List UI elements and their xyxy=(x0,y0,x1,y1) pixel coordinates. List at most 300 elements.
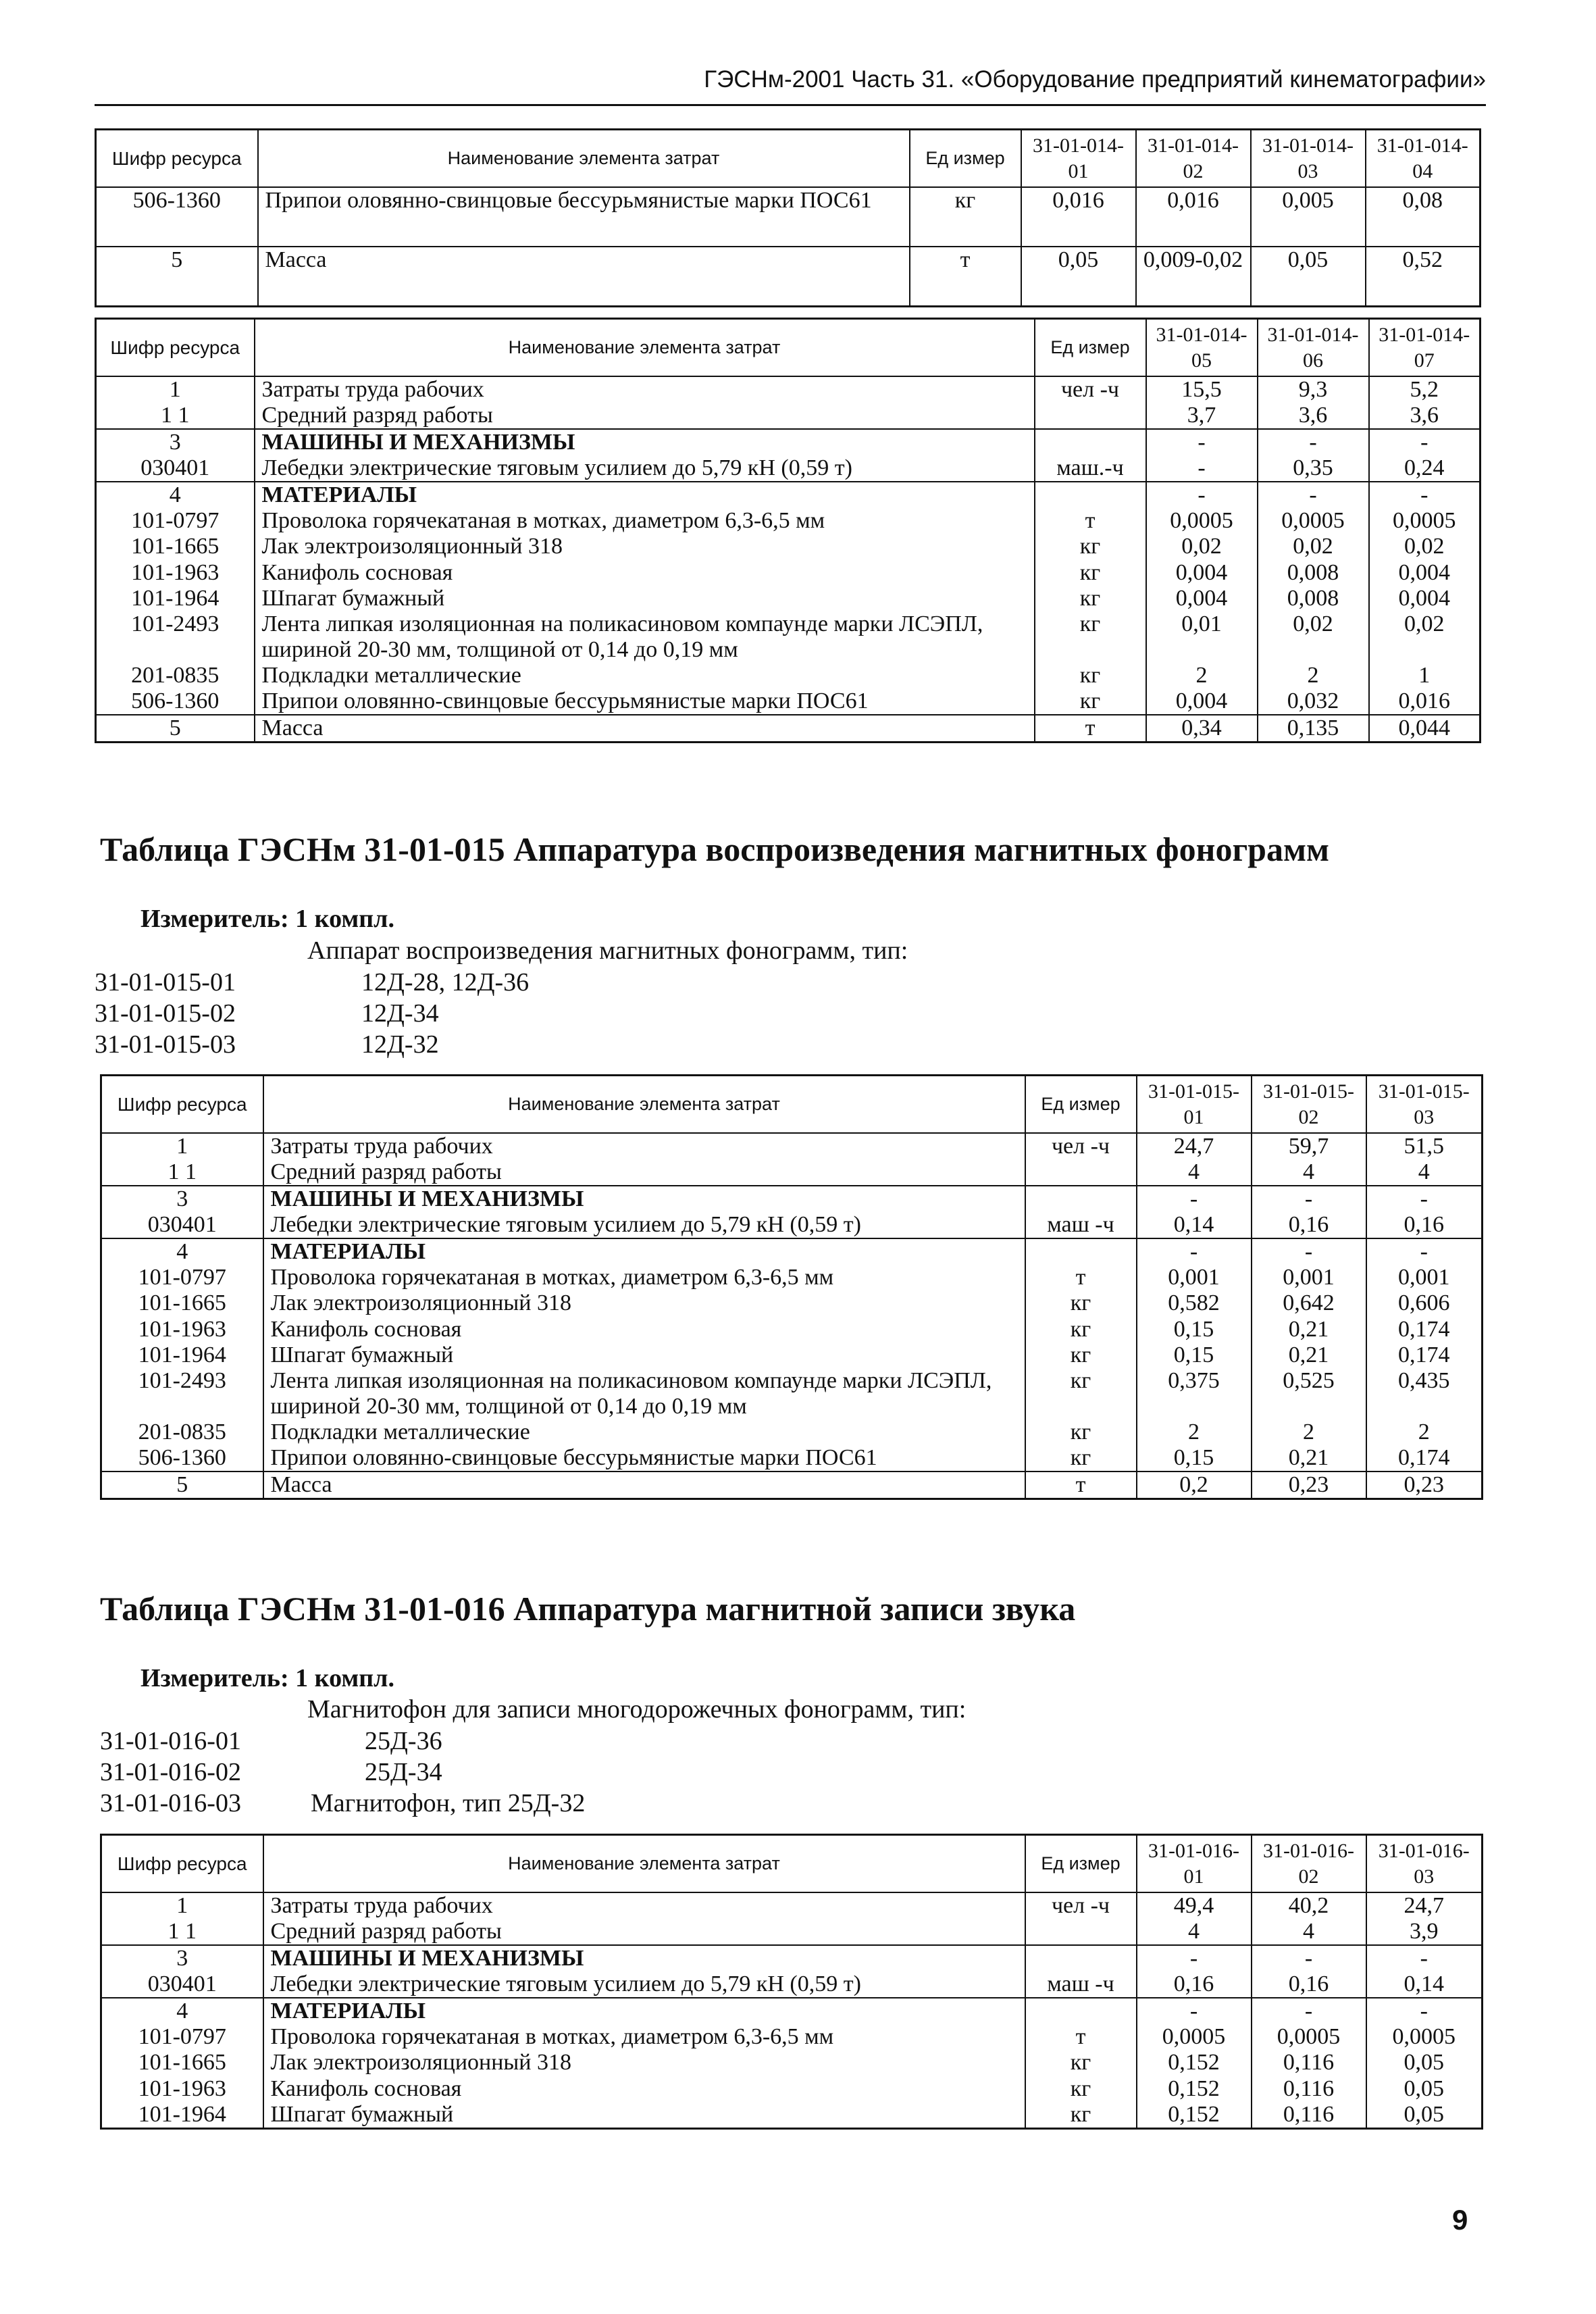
resource-code: 101-1963 xyxy=(101,1317,263,1342)
cost-item-name: Канифоль сосновая xyxy=(263,2076,1025,2102)
unit: чел -ч xyxy=(1025,1892,1137,1919)
resource-code: 4 xyxy=(96,482,255,508)
header-code: Шифр ресурса xyxy=(96,130,258,188)
value: - xyxy=(1137,1945,1252,1971)
value: 0,004 xyxy=(1146,586,1258,611)
value: 0,116 xyxy=(1252,2076,1366,2102)
unit: кг xyxy=(1025,1317,1137,1342)
resource-code: 3 xyxy=(96,429,255,455)
table-row xyxy=(101,1133,1483,1159)
meter-value: 1 компл. xyxy=(295,905,394,933)
equipment-type: Магнитофон, тип 25Д-32 xyxy=(311,1789,586,1817)
table-row xyxy=(96,376,1481,403)
cost-table-015 xyxy=(100,1074,1483,1500)
norm-code: 31-01-015-03 xyxy=(95,1030,236,1059)
value: 51,5 xyxy=(1366,1133,1483,1159)
resource-code: 1 xyxy=(96,376,255,403)
header-col-014-03: 31-01-014-03 xyxy=(1251,130,1366,188)
value: 0,14 xyxy=(1366,1971,1483,1998)
unit xyxy=(1035,482,1146,508)
table-title-015: Таблица ГЭСНм 31-01-015 Аппаратура воспроизведения магнитных фонограмм xyxy=(100,830,1330,868)
resource-code: 1 1 xyxy=(101,1919,263,1945)
cost-item-name: Лента липкая изоляционная на поликасиновом компаунде марки ЛСЭПЛ, шириной 20-30 мм, толщиной от 0,14 до 0,19 мм xyxy=(255,611,1035,663)
cost-table-014-b xyxy=(95,318,1481,743)
value: 0,0005 xyxy=(1252,2024,1366,2050)
norm-code: 31-01-016-01 xyxy=(100,1727,241,1755)
table-row xyxy=(101,1419,1483,1445)
resource-code: 101-1963 xyxy=(96,560,255,586)
table-row xyxy=(96,429,1481,455)
resource-code: 201-0835 xyxy=(101,1419,263,1445)
table-row xyxy=(96,482,1481,508)
value: 1 xyxy=(1369,663,1481,688)
header-unit: Ед измер xyxy=(1035,319,1146,377)
value: 0,14 xyxy=(1137,1212,1252,1238)
value: 0,16 xyxy=(1137,1971,1252,1998)
meter-label: Измеритель: xyxy=(140,1664,289,1692)
table-row xyxy=(96,586,1481,611)
value: - xyxy=(1252,1945,1366,1971)
unit: чел -ч xyxy=(1025,1133,1137,1159)
table-title-016: Таблица ГЭСНм 31-01-016 Аппаратура магнитной записи звука xyxy=(100,1590,1076,1628)
resource-code: 101-0797 xyxy=(101,1265,263,1290)
unit: кг xyxy=(1025,1342,1137,1368)
cost-item-name: Масса xyxy=(263,1472,1025,1499)
value: 0,0005 xyxy=(1137,2024,1252,2050)
unit xyxy=(1025,1998,1137,2024)
value: 0,174 xyxy=(1366,1317,1483,1342)
table-row xyxy=(101,2076,1483,2102)
value: 0,004 xyxy=(1146,560,1258,586)
value: - xyxy=(1252,1238,1366,1265)
unit: кг xyxy=(1035,663,1146,688)
unit xyxy=(1035,429,1146,455)
header-unit: Ед измер xyxy=(910,130,1021,188)
resource-code: 5 xyxy=(101,1472,263,1499)
cost-item-name: Масса xyxy=(258,247,910,306)
value: 0,21 xyxy=(1252,1445,1366,1472)
value: 0,05 xyxy=(1251,247,1366,306)
resource-code: 030401 xyxy=(101,1971,263,1998)
header-code: Шифр ресурса xyxy=(101,1835,263,1893)
meter-label: Измеритель: xyxy=(140,905,289,933)
table-row xyxy=(96,187,1481,247)
resource-code: 506-1360 xyxy=(96,187,258,247)
value: 0,0005 xyxy=(1258,508,1369,534)
cost-item-name: Шпагат бумажный xyxy=(255,586,1035,611)
table-row xyxy=(101,2050,1483,2076)
header-col-014-05: 31-01-014-05 xyxy=(1146,319,1258,377)
value: - xyxy=(1137,1238,1252,1265)
resource-code: 5 xyxy=(96,247,258,306)
section-heading: МАТЕРИАЛЫ xyxy=(263,1998,1025,2024)
resource-code: 506-1360 xyxy=(96,688,255,715)
cost-item-name: Проволока горячекатаная в мотках, диаметром 6,3-6,5 мм xyxy=(263,2024,1025,2050)
header-name: Наименование элемента затрат xyxy=(255,319,1035,377)
header-unit: Ед измер xyxy=(1025,1076,1137,1134)
resource-code: 4 xyxy=(101,1998,263,2024)
value: 0,02 xyxy=(1146,534,1258,559)
header-col-015-02: 31-01-015-02 xyxy=(1252,1076,1366,1134)
cost-item-name: Затраты труда рабочих xyxy=(263,1892,1025,1919)
unit: маш -ч xyxy=(1025,1212,1137,1238)
table-row xyxy=(101,1472,1483,1499)
unit: кг xyxy=(1025,1368,1137,1419)
value: 0,0005 xyxy=(1366,2024,1483,2050)
table-row xyxy=(96,403,1481,429)
value: 3,9 xyxy=(1366,1919,1483,1945)
value: 2 xyxy=(1252,1419,1366,1445)
value: 2 xyxy=(1258,663,1369,688)
table-row xyxy=(101,1186,1483,1212)
value: - xyxy=(1252,1186,1366,1212)
unit: кг xyxy=(1025,2050,1137,2076)
equipment-type: 25Д-36 xyxy=(365,1727,442,1755)
unit: кг xyxy=(1035,586,1146,611)
unit: кг xyxy=(1025,1419,1137,1445)
value: 0,642 xyxy=(1252,1290,1366,1316)
table-row xyxy=(101,2024,1483,2050)
value: 0,008 xyxy=(1258,560,1369,586)
table-row xyxy=(101,1212,1483,1238)
unit: кг xyxy=(1025,1445,1137,1472)
value: 0,15 xyxy=(1137,1342,1252,1368)
value: 0,001 xyxy=(1137,1265,1252,1290)
cost-item-name: Средний разряд работы xyxy=(263,1919,1025,1945)
value: 0,004 xyxy=(1369,586,1481,611)
value: - xyxy=(1137,1998,1252,2024)
resource-code: 4 xyxy=(101,1238,263,1265)
value: 0,2 xyxy=(1137,1472,1252,1499)
table-row xyxy=(101,1945,1483,1971)
value: 4 xyxy=(1137,1159,1252,1186)
value: 0,05 xyxy=(1021,247,1136,306)
unit: кг xyxy=(1035,534,1146,559)
value: 3,7 xyxy=(1146,403,1258,429)
resource-code: 101-2493 xyxy=(101,1368,263,1419)
value: 0,152 xyxy=(1137,2076,1252,2102)
value: - xyxy=(1366,1186,1483,1212)
section-heading: МАШИНЫ И МЕХАНИЗМЫ xyxy=(263,1186,1025,1212)
value: 0,05 xyxy=(1366,2102,1483,2129)
value: 0,009-0,02 xyxy=(1136,247,1251,306)
unit: т xyxy=(1035,715,1146,743)
cost-item-name: Проволока горячекатаная в мотках, диаметром 6,3-6,5 мм xyxy=(255,508,1035,534)
header-col-015-03: 31-01-015-03 xyxy=(1366,1076,1483,1134)
header-unit: Ед измер xyxy=(1025,1835,1137,1893)
header-col-014-02: 31-01-014-02 xyxy=(1136,130,1251,188)
value: 0,016 xyxy=(1021,187,1136,247)
value: 0,174 xyxy=(1366,1342,1483,1368)
header-col-014-06: 31-01-014-06 xyxy=(1258,319,1369,377)
equipment-type: 12Д-34 xyxy=(361,999,439,1028)
unit: т xyxy=(1025,1265,1137,1290)
value: 0,152 xyxy=(1137,2050,1252,2076)
value: 4 xyxy=(1366,1159,1483,1186)
resource-code: 1 1 xyxy=(96,403,255,429)
cost-item-name: Припои оловянно-свинцовые бессурьмянистые марки ПОС61 xyxy=(263,1445,1025,1472)
value: 0,016 xyxy=(1369,688,1481,715)
unit: т xyxy=(1025,2024,1137,2050)
value: 0,15 xyxy=(1137,1445,1252,1472)
value: 24,7 xyxy=(1137,1133,1252,1159)
cost-item-name: Лента липкая изоляционная на поликасиновом компаунде марки ЛСЭПЛ, шириной 20-30 мм, толщиной от 0,14 до 0,19 мм xyxy=(263,1368,1025,1419)
value: 40,2 xyxy=(1252,1892,1366,1919)
resource-code: 030401 xyxy=(101,1212,263,1238)
value: 2 xyxy=(1366,1419,1483,1445)
cost-table-016 xyxy=(100,1834,1483,2130)
unit: т xyxy=(1035,508,1146,534)
cost-item-name: Подкладки металлические xyxy=(255,663,1035,688)
value: 0,375 xyxy=(1137,1368,1252,1419)
value: 0,02 xyxy=(1369,534,1481,559)
header-col-016-01: 31-01-016-01 xyxy=(1137,1835,1252,1893)
value: 4 xyxy=(1137,1919,1252,1945)
value: 0,02 xyxy=(1258,611,1369,663)
value: 15,5 xyxy=(1146,376,1258,403)
equipment-intro: Аппарат воспроизведения магнитных фонограмм, тип: xyxy=(307,936,908,965)
resource-code: 030401 xyxy=(96,455,255,482)
cost-table-014-a xyxy=(95,128,1481,307)
cost-item-name: Подкладки металлические xyxy=(263,1419,1025,1445)
value: 0,116 xyxy=(1252,2102,1366,2129)
value: 0,05 xyxy=(1366,2076,1483,2102)
unit: т xyxy=(1025,1472,1137,1499)
cost-item-name: Шпагат бумажный xyxy=(263,1342,1025,1368)
unit xyxy=(1025,1919,1137,1945)
value: 24,7 xyxy=(1366,1892,1483,1919)
value: 0,044 xyxy=(1369,715,1481,743)
resource-code: 201-0835 xyxy=(96,663,255,688)
resource-code: 101-1665 xyxy=(96,534,255,559)
running-header: ГЭСНм-2001 Часть 31. «Оборудование предприятий кинематографии» xyxy=(704,66,1486,93)
header-name: Наименование элемента затрат xyxy=(258,130,910,188)
resource-code: 101-1963 xyxy=(101,2076,263,2102)
unit xyxy=(1025,1186,1137,1212)
header-name: Наименование элемента затрат xyxy=(263,1835,1025,1893)
value: 0,435 xyxy=(1366,1368,1483,1419)
resource-code: 101-1665 xyxy=(101,1290,263,1316)
resource-code: 101-1665 xyxy=(101,2050,263,2076)
table-row xyxy=(101,1159,1483,1186)
value: 3,6 xyxy=(1258,403,1369,429)
page-number: 9 xyxy=(1452,2204,1468,2236)
resource-code: 1 xyxy=(101,1892,263,1919)
header-col-014-07: 31-01-014-07 xyxy=(1369,319,1481,377)
resource-code: 101-0797 xyxy=(96,508,255,534)
value: - xyxy=(1146,455,1258,482)
header-name: Наименование элемента затрат xyxy=(263,1076,1025,1134)
table-row xyxy=(101,1265,1483,1290)
value: 0,135 xyxy=(1258,715,1369,743)
table-row xyxy=(96,534,1481,559)
value: 0,606 xyxy=(1366,1290,1483,1316)
resource-code: 101-1964 xyxy=(101,1342,263,1368)
table-row xyxy=(101,1971,1483,1998)
value: 0,52 xyxy=(1366,247,1481,306)
meter-value: 1 компл. xyxy=(295,1664,394,1692)
header-col-016-02: 31-01-016-02 xyxy=(1252,1835,1366,1893)
value: - xyxy=(1137,1186,1252,1212)
value: - xyxy=(1366,1238,1483,1265)
resource-code: 3 xyxy=(101,1945,263,1971)
cost-item-name: Припои оловянно-свинцовые бессурьмянистые марки ПОС61 xyxy=(258,187,910,247)
value: 0,35 xyxy=(1258,455,1369,482)
table-row xyxy=(96,455,1481,482)
cost-item-name: Средний разряд работы xyxy=(263,1159,1025,1186)
value: 0,01 xyxy=(1146,611,1258,663)
cost-item-name: Лебедки электрические тяговым усилием до 5,79 кН (0,59 т) xyxy=(255,455,1035,482)
unit: т xyxy=(910,247,1021,306)
unit: кг xyxy=(1025,2076,1137,2102)
value: 0,116 xyxy=(1252,2050,1366,2076)
norm-code: 31-01-016-02 xyxy=(100,1758,241,1786)
norm-code: 31-01-015-02 xyxy=(95,999,236,1028)
cost-item-name: Лак электроизоляционный 318 xyxy=(263,1290,1025,1316)
value: 0,174 xyxy=(1366,1445,1483,1472)
value: 0,23 xyxy=(1252,1472,1366,1499)
value: 0,15 xyxy=(1137,1317,1252,1342)
equipment-type: 12Д-28, 12Д-36 xyxy=(361,968,530,997)
section-heading: МАШИНЫ И МЕХАНИЗМЫ xyxy=(255,429,1035,455)
value: - xyxy=(1258,482,1369,508)
value: 0,16 xyxy=(1252,1212,1366,1238)
equipment-intro: Магнитофон для записи многодорожечных фонограмм, тип: xyxy=(307,1695,967,1724)
value: 0,004 xyxy=(1146,688,1258,715)
value: 0,02 xyxy=(1258,534,1369,559)
cost-item-name: Затраты труда рабочих xyxy=(255,376,1035,403)
meter-015 xyxy=(140,904,394,934)
equipment-type: 25Д-34 xyxy=(365,1758,442,1786)
unit: кг xyxy=(1035,560,1146,586)
value: 0,008 xyxy=(1258,586,1369,611)
resource-code: 101-1964 xyxy=(101,2102,263,2129)
value: 0,0005 xyxy=(1369,508,1481,534)
section-heading: МАШИНЫ И МЕХАНИЗМЫ xyxy=(263,1945,1025,1971)
unit: кг xyxy=(1025,1290,1137,1316)
table-row xyxy=(101,1290,1483,1316)
resource-code: 101-2493 xyxy=(96,611,255,663)
value: 59,7 xyxy=(1252,1133,1366,1159)
unit: кг xyxy=(1025,2102,1137,2129)
norm-code: 31-01-015-01 xyxy=(95,968,236,997)
value: - xyxy=(1146,429,1258,455)
cost-item-name: Шпагат бумажный xyxy=(263,2102,1025,2129)
value: 0,24 xyxy=(1369,455,1481,482)
value: 2 xyxy=(1146,663,1258,688)
cost-item-name: Лак электроизоляционный 318 xyxy=(263,2050,1025,2076)
value: 0,0005 xyxy=(1146,508,1258,534)
unit xyxy=(1025,1238,1137,1265)
value: 9,3 xyxy=(1258,376,1369,403)
value: 5,2 xyxy=(1369,376,1481,403)
value: 0,02 xyxy=(1369,611,1481,663)
value: 49,4 xyxy=(1137,1892,1252,1919)
equipment-type: 12Д-32 xyxy=(361,1030,439,1059)
value: 0,34 xyxy=(1146,715,1258,743)
section-heading: МАТЕРИАЛЫ xyxy=(263,1238,1025,1265)
resource-code: 101-1964 xyxy=(96,586,255,611)
unit: чел -ч xyxy=(1035,376,1146,403)
resource-code: 5 xyxy=(96,715,255,743)
header-code: Шифр ресурса xyxy=(96,319,255,377)
value: 0,525 xyxy=(1252,1368,1366,1419)
value: 0,08 xyxy=(1366,187,1481,247)
resource-code: 1 xyxy=(101,1133,263,1159)
cost-item-name: Лак электроизоляционный 318 xyxy=(255,534,1035,559)
table-row xyxy=(96,508,1481,534)
table-row xyxy=(101,1238,1483,1265)
cost-item-name: Канифоль сосновая xyxy=(263,1317,1025,1342)
value: - xyxy=(1369,482,1481,508)
table-row xyxy=(101,1892,1483,1919)
value: - xyxy=(1369,429,1481,455)
table-row xyxy=(101,1919,1483,1945)
cost-item-name: Канифоль сосновая xyxy=(255,560,1035,586)
value: 2 xyxy=(1137,1419,1252,1445)
table-row xyxy=(96,688,1481,715)
unit: маш -ч xyxy=(1025,1971,1137,1998)
table-row xyxy=(96,560,1481,586)
value: 0,21 xyxy=(1252,1317,1366,1342)
value: - xyxy=(1366,1998,1483,2024)
cost-item-name: Средний разряд работы xyxy=(255,403,1035,429)
resource-code: 3 xyxy=(101,1186,263,1212)
value: 4 xyxy=(1252,1919,1366,1945)
table-row xyxy=(101,1342,1483,1368)
resource-code: 506-1360 xyxy=(101,1445,263,1472)
resource-code: 1 1 xyxy=(101,1159,263,1186)
norm-code: 31-01-016-03 xyxy=(100,1789,241,1817)
value: 0,005 xyxy=(1251,187,1366,247)
table-row xyxy=(96,715,1481,743)
value: - xyxy=(1258,429,1369,455)
unit xyxy=(1025,1159,1137,1186)
value: 4 xyxy=(1252,1159,1366,1186)
value: - xyxy=(1366,1945,1483,1971)
cost-item-name: Затраты труда рабочих xyxy=(263,1133,1025,1159)
cost-item-name: Лебедки электрические тяговым усилием до 5,79 кН (0,59 т) xyxy=(263,1971,1025,1998)
cost-item-name: Проволока горячекатаная в мотках, диаметром 6,3-6,5 мм xyxy=(263,1265,1025,1290)
value: - xyxy=(1252,1998,1366,2024)
header-code: Шифр ресурса xyxy=(101,1076,263,1134)
unit: кг xyxy=(1035,688,1146,715)
table-row xyxy=(101,1998,1483,2024)
section-heading: МАТЕРИАЛЫ xyxy=(255,482,1035,508)
value: 0,032 xyxy=(1258,688,1369,715)
value: 0,582 xyxy=(1137,1290,1252,1316)
value: 0,016 xyxy=(1136,187,1251,247)
value: 0,001 xyxy=(1366,1265,1483,1290)
header-rule xyxy=(95,104,1486,106)
unit xyxy=(1035,403,1146,429)
unit: кг xyxy=(910,187,1021,247)
header-col-014-04: 31-01-014-04 xyxy=(1366,130,1481,188)
cost-item-name: Лебедки электрические тяговым усилием до 5,79 кН (0,59 т) xyxy=(263,1212,1025,1238)
table-row xyxy=(101,1445,1483,1472)
value: 3,6 xyxy=(1369,403,1481,429)
table-row xyxy=(96,611,1481,663)
value: 0,23 xyxy=(1366,1472,1483,1499)
value: 0,16 xyxy=(1366,1212,1483,1238)
unit: кг xyxy=(1035,611,1146,663)
value: 0,16 xyxy=(1252,1971,1366,1998)
value: 0,004 xyxy=(1369,560,1481,586)
unit xyxy=(1025,1945,1137,1971)
header-col-014-01: 31-01-014-01 xyxy=(1021,130,1136,188)
value: 0,21 xyxy=(1252,1342,1366,1368)
cost-item-name: Припои оловянно-свинцовые бессурьмянистые марки ПОС61 xyxy=(255,688,1035,715)
